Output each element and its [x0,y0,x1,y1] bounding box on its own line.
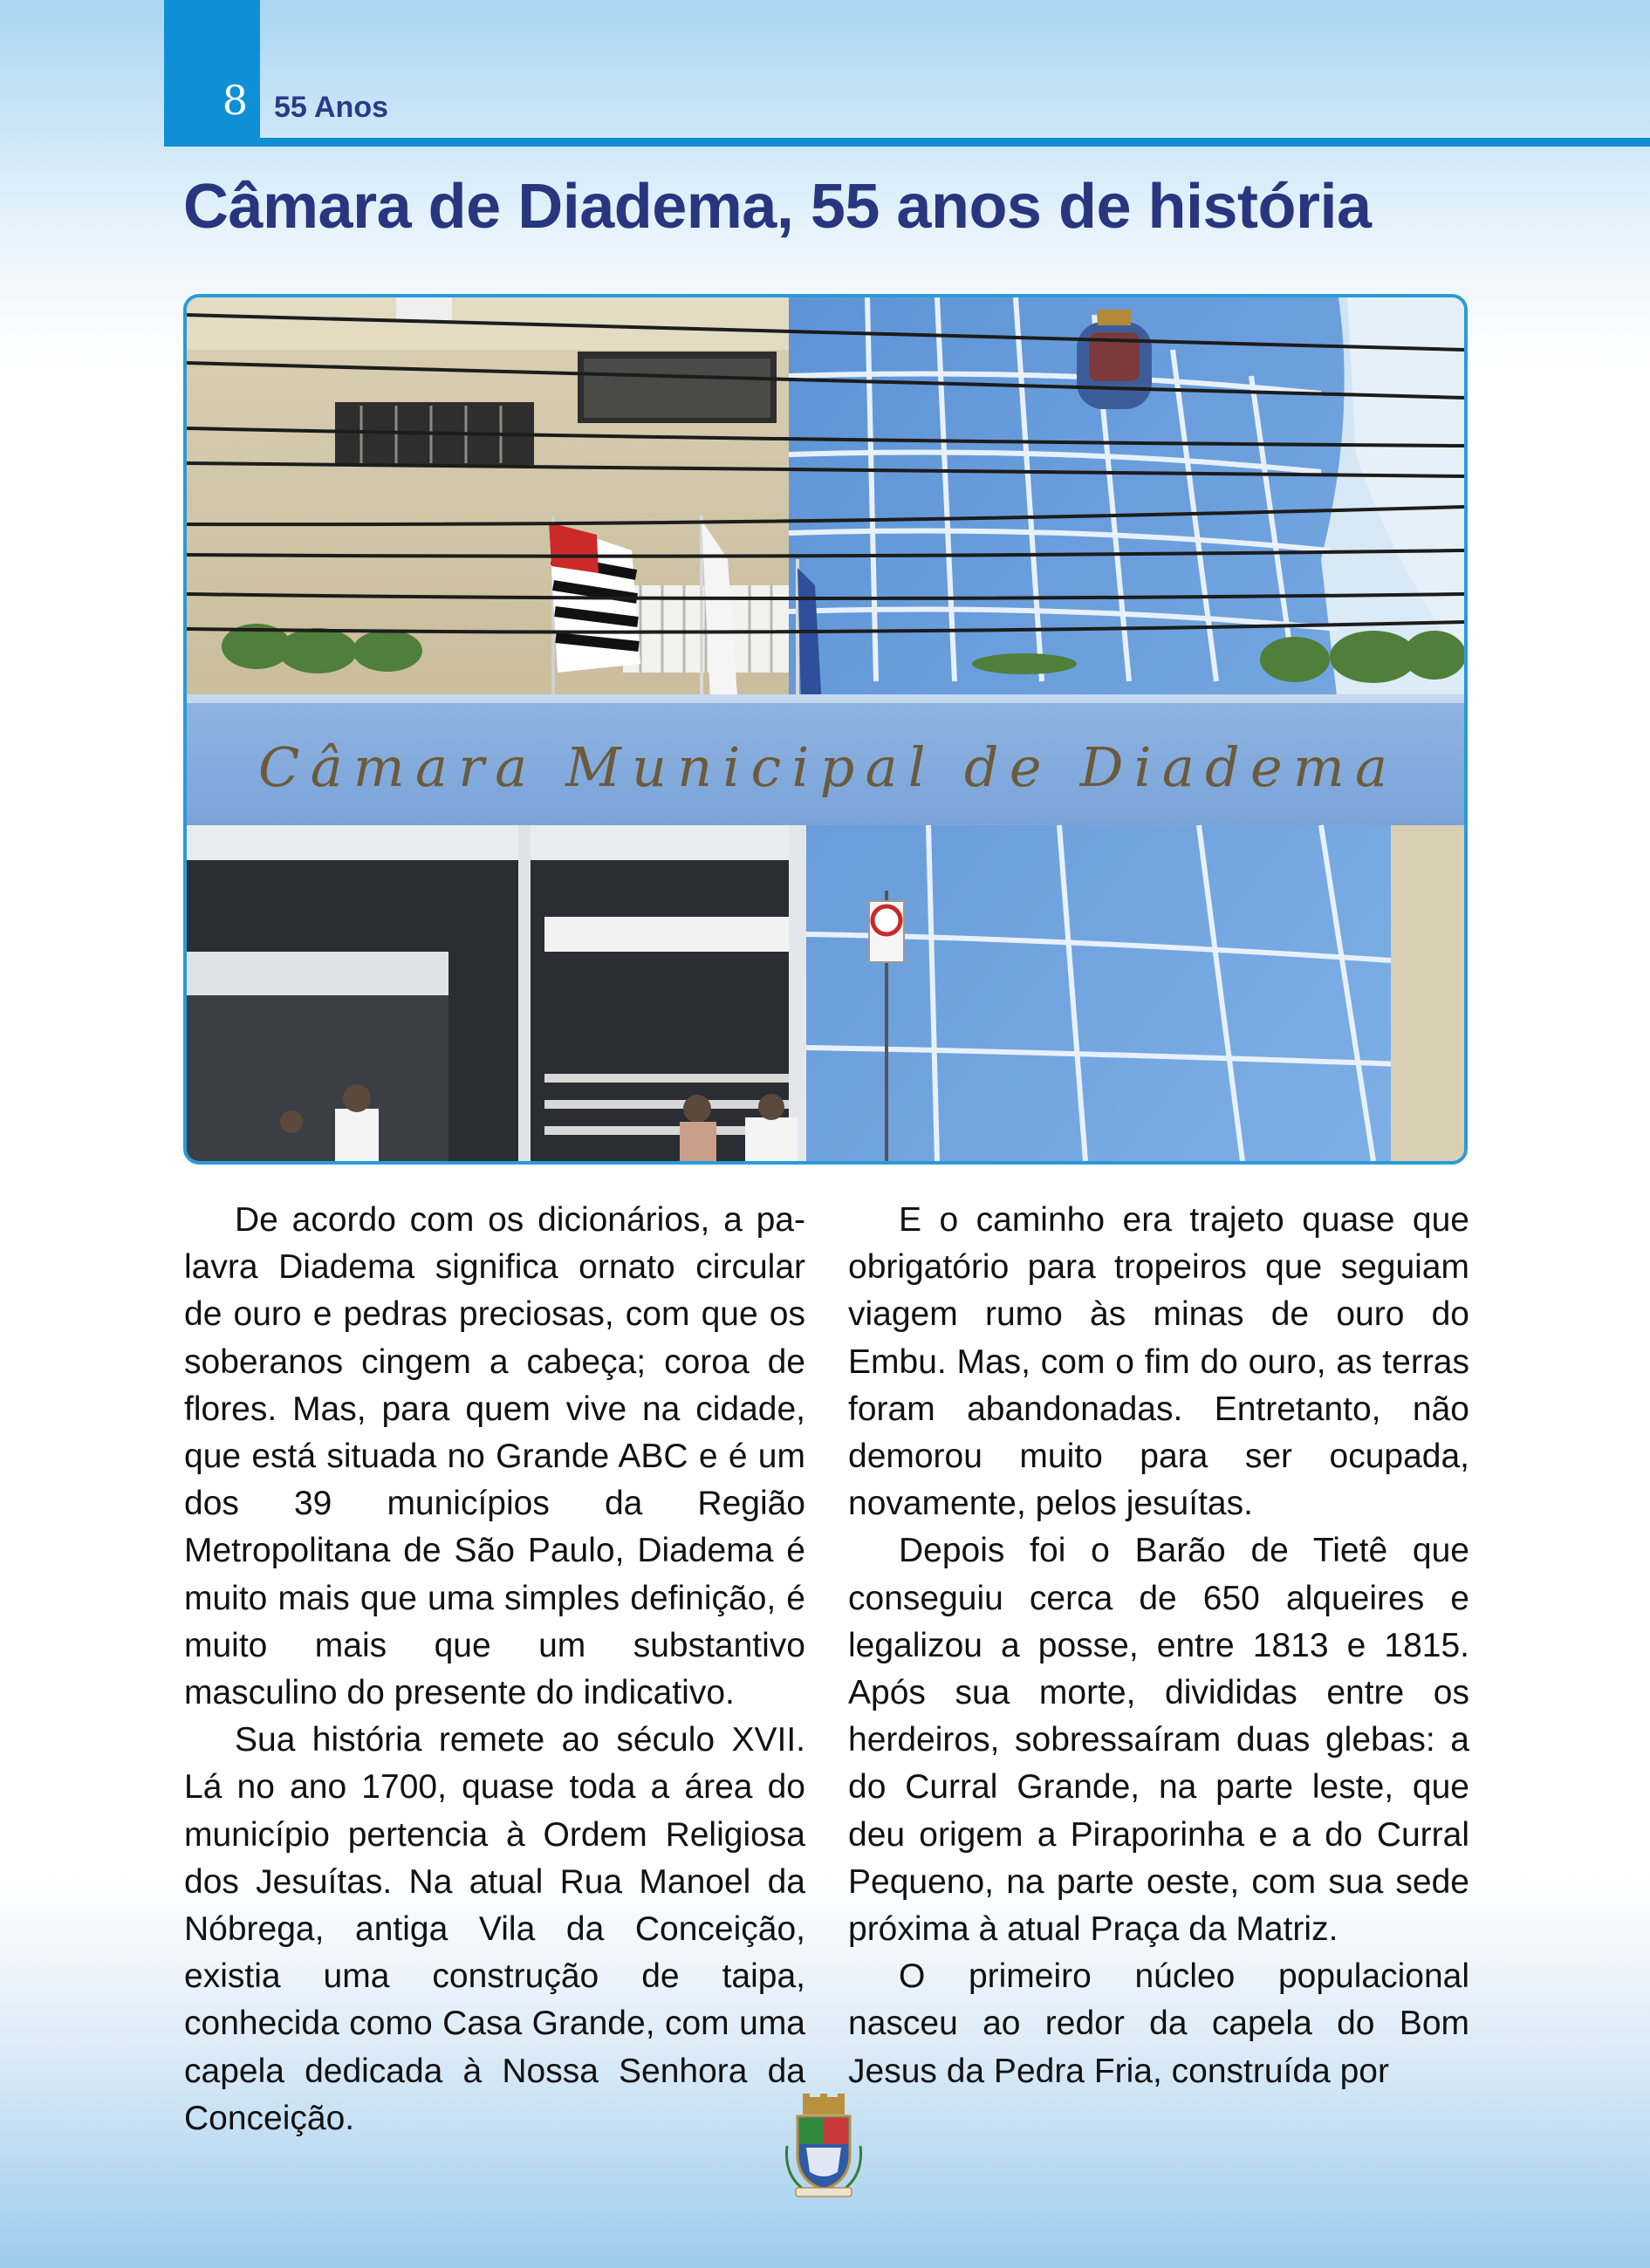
municipal-crest-icon [780,2094,867,2202]
page-number: 8 [222,77,248,124]
page-number-tab [164,0,260,147]
paragraph: E o caminho era trajeto quase que obrigatório para tropeiros que seguiam viagem rumo às minas de ouro do Embu. Mas, com o fim do ouro, as terras foram abandonadas. Entretanto, não demorou muito para ser ocupada, novamente, pelos jesuítas. [848,1201,1469,1523]
header-rule [164,138,1650,147]
facade-sign-text: Câmara Municipal de Diadema [258,735,1393,799]
section-label: 55 Anos [274,91,389,124]
paragraph: Depois foi o Barão de Tietê que conseguiu cerca de 650 alqueires e legalizou a posse, entre 1813 e 1815. Após sua morte, divididas entre os herdeiros, sobressaíram duas glebas: a do Curral Grande, na parte leste, que deu origem a Piraporinha e a do Curral Pequeno, na parte oeste, com sua sede próxima à atual Praça da Matriz. [848,1532,1469,1949]
article-title: Câmara de Diadema, 55 anos de história [183,172,1372,242]
paragraph: O primeiro núcleo populacional nasceu ao redor da capela do Bom Jesus da Pedra Fria, construída por [848,1957,1469,2090]
article-column-left [184,1197,805,2142]
paragraph: Sua história remete ao século XVII. Lá no ano 1700, quase toda a área do município pertencia à Ordem Religiosa dos Jesuítas. Na atual Rua Manoel da Nóbrega, antiga Vila da Conceição, existia uma construção de taipa, conhecida como Casa Grande, com uma capela dedicada à Nossa Senhora da Conceição. [184,1721,805,2137]
article-column-right [848,1197,1469,2095]
paragraph: De acordo com os dicionários, a palavra Diadema significa ornato circular de ouro e pedras preciosas, com que os soberanos cingem a cabeça; coroa de flores. Mas, para quem vive na cidade, que está situada no Grande ABC e é um dos 39 municípios da Região Metropolitana de São Paulo, Diadema é muito mais que uma simples definição, é muito mais que um substantivo masculino do presente do indicativo. [184,1201,805,1712]
building-photo [183,294,1468,1165]
camara-building-illustration [187,297,1464,1161]
